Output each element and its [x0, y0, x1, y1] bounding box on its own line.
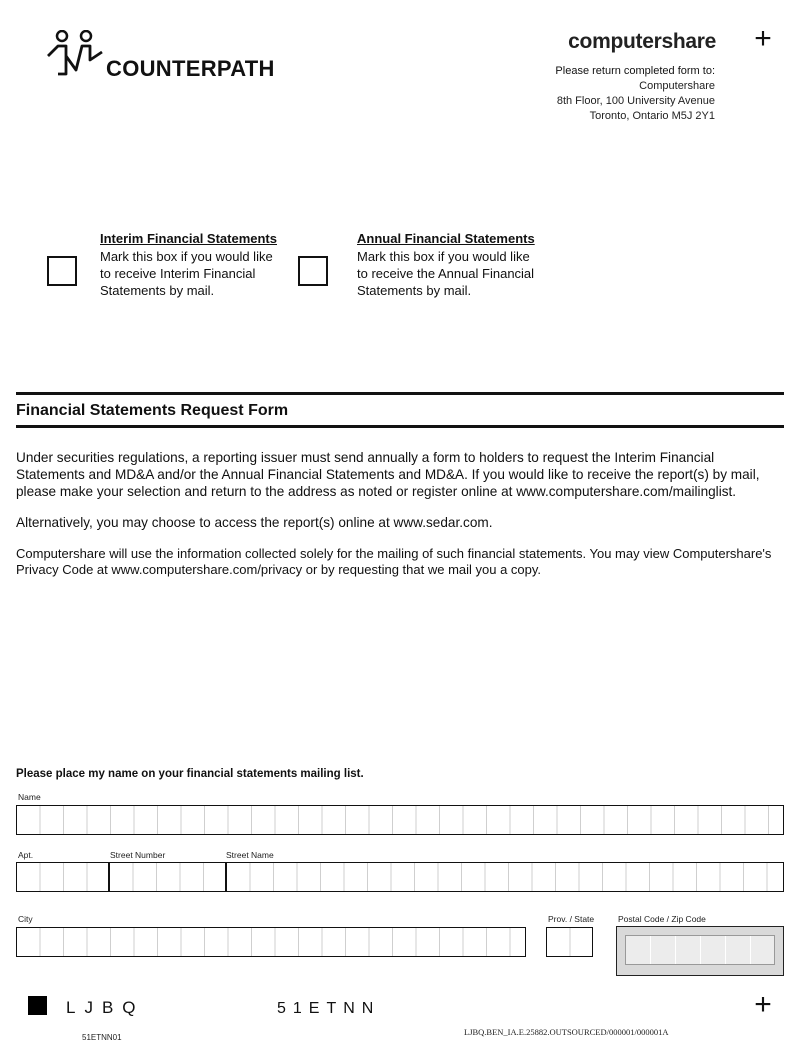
mailing-list-heading: Please place my name on your financial statements mailing list. — [16, 768, 364, 780]
computershare-logo — [568, 30, 716, 54]
apt-label: Apt. — [18, 850, 34, 860]
partner-name: computershare — [568, 30, 716, 53]
annual-checkbox[interactable] — [298, 256, 328, 286]
code-right: LJBQ.BEN_IA.E.25882.OUTSOURCED/000001/000001A — [464, 1027, 669, 1037]
people-icon — [46, 30, 108, 82]
annual-description: Mark this box if you would like to receive the Annual Financial Statements by mail. — [357, 249, 535, 298]
form-title: Financial Statements Request Form — [16, 402, 289, 419]
prov-field[interactable] — [546, 927, 593, 957]
name-label: Name — [18, 792, 41, 802]
postal-label: Postal Code / Zip Code — [618, 914, 706, 924]
interim-description: Mark this box if you would like to receive Interim Financial Statements by mail. — [100, 249, 273, 298]
city-label: City — [18, 914, 33, 924]
return-line: 8th Floor, 100 University Avenue — [556, 95, 715, 107]
street-name-label: Street Name — [226, 850, 274, 860]
return-line: Toronto, Ontario M5J 2Y1 — [589, 110, 715, 122]
postal-code-box — [616, 926, 784, 976]
bottom-rule — [16, 425, 784, 428]
instructions-paragraph: Under securities regulations, a reporting issuer must send annually a form to holders to request the Interim Financial Statements and MD&A and/or the Annual Financial Statements and MD&A. If you would like to receive the report(s) by mail, please make your selection and return to the address as noted or register online at www.computershare.com/mailinglist. — [16, 450, 760, 499]
privacy-paragraph: Computershare will use the information collected solely for the mailing of such financial statements. You may view Computershare's Privacy Code at www.computershare.com/privacy or by requesting that we mail you a copy. — [16, 546, 772, 577]
street-name-field[interactable] — [225, 862, 784, 892]
interim-checkbox[interactable] — [47, 256, 77, 286]
registration-cross-icon: + — [754, 22, 772, 55]
street-number-label: Street Number — [110, 850, 166, 860]
code-small: 51ETNN01 — [82, 1033, 122, 1042]
name-field[interactable] — [16, 805, 784, 835]
counterpath-logo — [46, 30, 286, 82]
code-left: LJBQ — [66, 998, 145, 1017]
alternative-paragraph: Alternatively, you may choose to access the report(s) online at www.sedar.com. — [16, 515, 493, 530]
return-address — [555, 64, 715, 124]
street-number-field[interactable] — [108, 862, 226, 892]
code-middle: 51ETNN — [277, 1000, 381, 1017]
postal-code-field[interactable] — [625, 935, 775, 965]
interim-title: Interim Financial Statements — [100, 231, 277, 246]
city-field[interactable] — [16, 927, 526, 957]
prov-label: Prov. / State — [548, 914, 595, 924]
apt-field[interactable] — [16, 862, 109, 892]
registration-cross-icon: + — [754, 988, 772, 1021]
registration-mark — [28, 996, 47, 1015]
return-line: Computershare — [639, 80, 715, 92]
annual-title: Annual Financial Statements — [357, 231, 535, 246]
return-line: Please return completed form to: — [555, 65, 715, 77]
brand-name: COUNTERPATH — [106, 56, 275, 81]
top-rule — [16, 392, 784, 395]
